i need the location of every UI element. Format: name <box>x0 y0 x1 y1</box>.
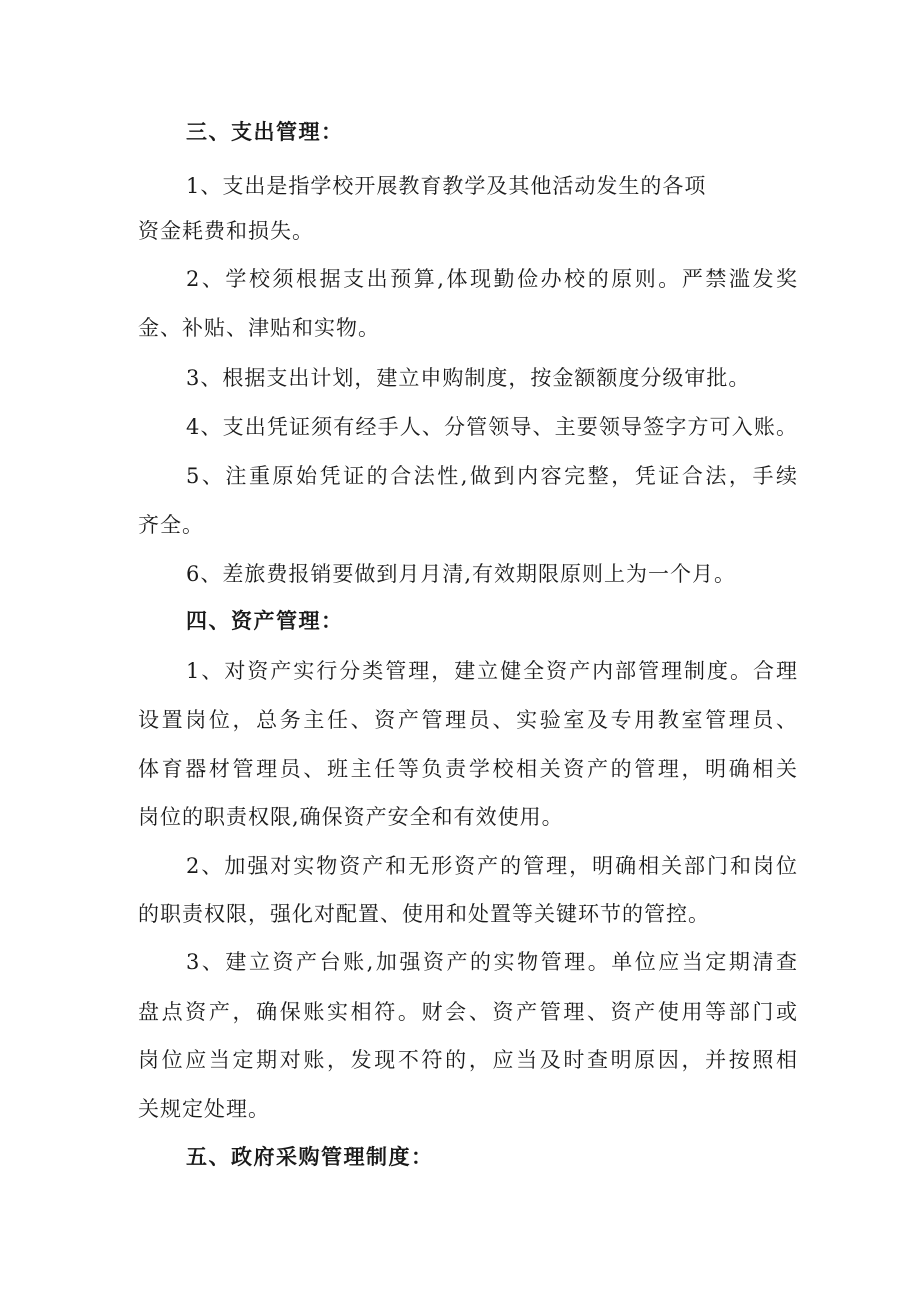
paragraph-line: 2、学校须根据支出预算,体现勤俭办校的原则。严禁滥发奖 <box>186 267 798 291</box>
paragraph-line: 2、加强对实物资产和无形资产的管理，明确相关部门和岗位 <box>186 854 798 878</box>
section-heading-assets: 四、资产管理： <box>186 608 344 633</box>
section-heading-expenditure: 三、支出管理： <box>186 119 344 144</box>
paragraph-line: 1、对资产实行分类管理，建立健全资产内部管理制度。合理 <box>186 659 798 683</box>
paragraph-line: 3、根据支出计划，建立申购制度，按金额额度分级审批。 <box>186 366 751 390</box>
paragraph-line: 4、支出凭证须有经手人、分管领导、主要领导签字方可入账。 <box>186 415 798 439</box>
paragraph-line: 设置岗位，总务主任、资产管理员、实验室及专用教室管理员、 <box>138 708 798 732</box>
paragraph-line: 体育器材管理员、班主任等负责学校相关资产的管理，明确相关 <box>138 757 798 781</box>
paragraph-line: 关规定处理。 <box>138 1097 270 1121</box>
paragraph-line: 岗位应当定期对账，发现不符的，应当及时查明原因，并按照相 <box>138 1048 798 1072</box>
paragraph-line: 资金耗费和损失。 <box>138 219 314 243</box>
section-heading-procurement: 五、政府采购管理制度： <box>186 1144 434 1169</box>
paragraph-line: 6、差旅费报销要做到月月清,有效期限原则上为一个月。 <box>186 562 737 586</box>
paragraph-line: 1、支出是指学校开展教育教学及其他活动发生的各项 <box>186 174 707 198</box>
paragraph-line: 5、注重原始凭证的合法性,做到内容完整，凭证合法，手续 <box>186 464 798 488</box>
paragraph-line: 3、建立资产台账,加强资产的实物管理。单位应当定期清查 <box>186 950 798 974</box>
paragraph-line: 齐全。 <box>138 513 204 537</box>
paragraph-line: 盘点资产，确保账实相符。财会、资产管理、资产使用等部门或 <box>138 1000 798 1024</box>
paragraph-line: 金、补贴、津贴和实物。 <box>138 316 380 340</box>
paragraph-line: 岗位的职责权限,确保资产安全和有效使用。 <box>138 805 564 829</box>
paragraph-line: 的职责权限，强化对配置、使用和处置等关键环节的管控。 <box>138 902 710 926</box>
